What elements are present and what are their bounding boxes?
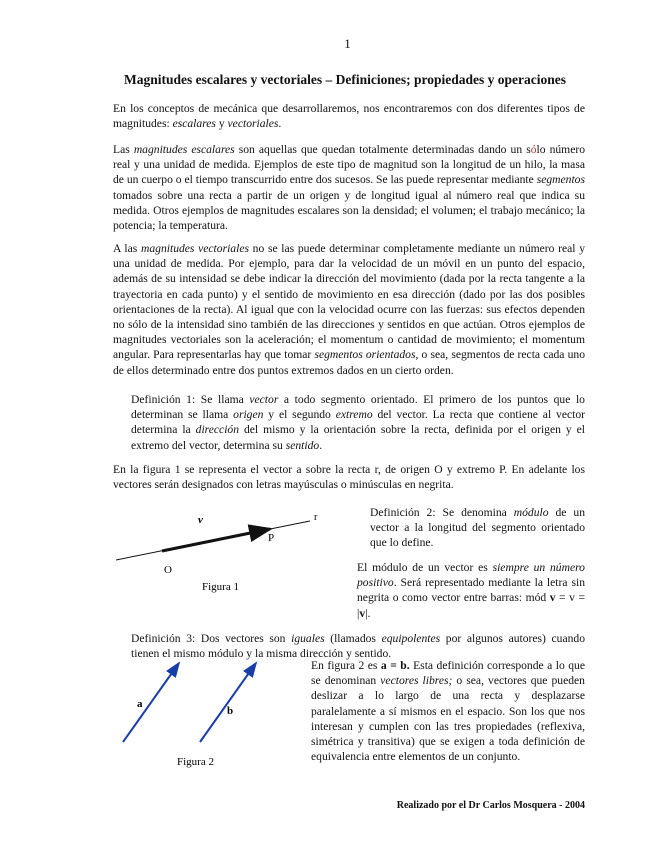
page-footer: Realizado por el Dr Carlos Mosquera - 2004 bbox=[396, 800, 585, 811]
vector-a-arrow bbox=[123, 663, 179, 742]
vector-b-arrow bbox=[200, 663, 256, 742]
recta-r-label: r bbox=[314, 512, 318, 523]
page-title: Magnitudes escalares y vectoriales – Definiciones; propiedades y operaciones bbox=[124, 72, 566, 87]
vector-v-label: v bbox=[198, 514, 203, 526]
escalares-paragraph: Las magnitudes escalares son aquellas que quedan totalmente determinadas dando un sólo número real y una unidad de medida. Ejemplos de este tipo de magnitud son la longitud de un hilo, la masa de un cuerpo o el tiempo transcurrido entre dos sucesos. Se las puede representar mediante segmentos tomados sobre una recta a partir de un origen y de longitud igual al número real que indica su medida. Otros ejemplos de magnitudes escalares son la densidad; el volumen; el trabajo mecánico; la potencia; la temperatura. bbox=[113, 143, 586, 233]
figure-2-caption: Figura 2 bbox=[177, 756, 214, 768]
definicion-2: Definición 2: Se denomina módulo de un vector a la longitud del segmento orientado que lo define. bbox=[370, 506, 585, 550]
intro-paragraph: En los conceptos de mecánica que desarrollaremos, nos encontraremos con dos diferentes tipos de magnitudes: escalares y vectoriales. bbox=[113, 102, 585, 131]
figure-1-caption: Figura 1 bbox=[202, 581, 239, 593]
definicion-3: Definición 3: Dos vectores son iguales (llamados equipolentes por algunos autores) cuando tienen el mismo módulo y la misma dirección y sentido. bbox=[131, 632, 586, 661]
vectoriales-paragraph: A las magnitudes vectoriales no se las puede determinar completamente mediante un número real y una unidad de medida. Por ejemplo, para dar la velocidad de un móvil en un punto del espacio, además de su intensidad se debe indicar la dirección del movimiento (dada por la recta tangente a la trayectoria en cada punto) y el sentido de movimiento en esa dirección (dado por las dos posibles orientaciones de la recta). Al igual que con la velocidad ocurre con las fuerzas: sus efectos dependen no sólo de la intensidad sino también de las direcciones y sentidos en que actúan. Otros ejemplos de magnitudes vectoriales son la aceleración; el momentum o cantidad de movimiento; el momentum angular. Para representarlas hay que tomar segmentos orientados, o sea, segmentos de recta cada uno de ellos determinado entre dos puntos extremos dados en un cierto orden. bbox=[113, 242, 585, 377]
point-o-label: O bbox=[164, 564, 172, 576]
point-p-label: P bbox=[268, 532, 275, 544]
vector-a-label: a bbox=[137, 698, 143, 710]
figura2-paragraph: En figura 2 es a = b. Esta definición corresponde a lo que se denominan vectores libres; o sea, vectores que pueden deslizar a lo largo de una recta y desplazarse paralelamente a sí mismos en el espacio. Son los que nos interesan y cumplen con las tres propiedades (reflexiva, simétrica y transitiva) que se exigen a toda definición de equivalencia entre elementos de un conjunto. bbox=[311, 659, 585, 764]
figura1-paragraph: En la figura 1 se representa el vector a sobre la recta r, de origen O y extremo P. En adelante los vectores serán designados con letras mayúsculas o minúsculas en negrita. bbox=[113, 463, 585, 492]
vector-b-label: b bbox=[227, 705, 234, 717]
modulo-paragraph: El módulo de un vector es siempre un número positivo. Será representado mediante la letra sin negrita o como vector entre barras: mód v = v = |v|. bbox=[357, 561, 585, 620]
definicion-1: Definición 1: Se llama vector a todo segmento orientado. El primero de los puntos que lo determinan se llama origen y el segundo extremo del vector. La recta que contiene al vector determina la dirección del mismo y la orientación sobre la recta, definida por el origen y el extremo del vector, determina su sentido. bbox=[131, 393, 586, 452]
page-number: 1 bbox=[344, 36, 351, 51]
figure-2 bbox=[115, 660, 290, 770]
figure-1 bbox=[110, 505, 350, 600]
vector-v-arrow bbox=[162, 529, 270, 551]
